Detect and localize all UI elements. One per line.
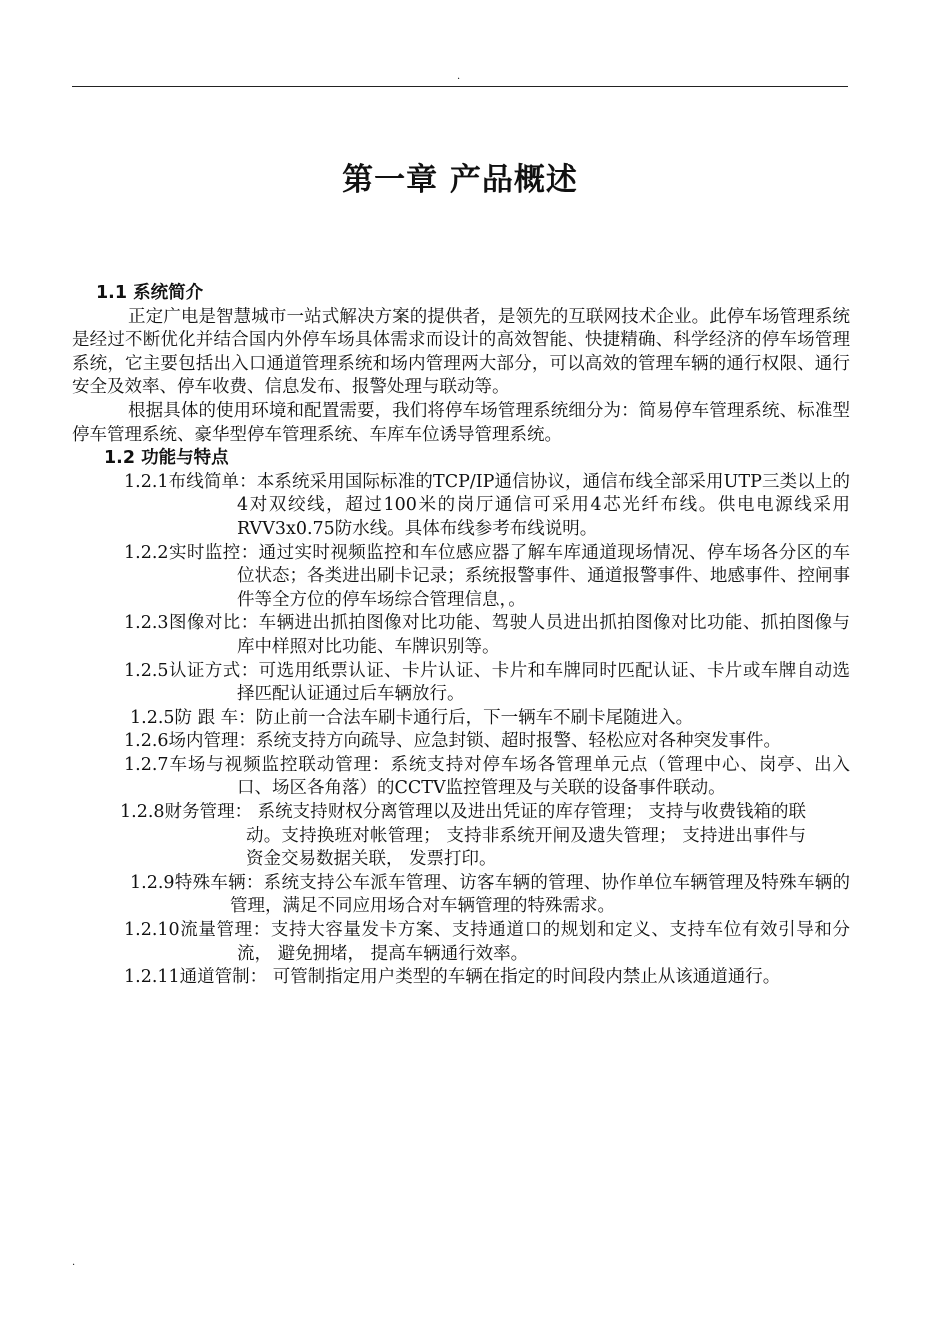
feature-number: 1.2.9 bbox=[130, 872, 175, 893]
feature-text: 车场与视频监控联动管理：系统支持对停车场各管理单元点（管理中心、岗亭、出入口、场区各角落）的CCTV监控管理及与关联的设备事件联动。 bbox=[168, 754, 850, 799]
feature-number: 1.2.3 bbox=[124, 613, 169, 634]
feature-text: 通道管制： 可管制指定用户类型的车辆在指定的时间段内禁止从该通道通行。 bbox=[179, 967, 781, 988]
feature-item bbox=[72, 612, 850, 659]
feature-text: 认证方式：可选用纸票认证、卡片认证、卡片和车牌同时匹配认证、卡片或车牌自动选择匹配认证通过后车辆放行。 bbox=[168, 660, 850, 705]
intro-paragraph: 正定广电是智慧城市一站式解决方案的提供者，是领先的互联网技术企业。此停车场管理系统是经过不断优化并结合国内外停车场具体需求而设计的高效智能、快捷精确、科学经济的停车场管理系统，它主要包括出入口通道管理系统和场内管理两大部分，可以高效的管理车辆的通行权限、通行安全及效率、停车收费、信息发布、报警处理与联动等。 bbox=[72, 306, 850, 398]
feature-item bbox=[72, 966, 850, 990]
feature-item bbox=[72, 801, 850, 872]
footer-mark: . bbox=[72, 1257, 76, 1268]
feature-text: 防 跟 车：防止前一合法车刷卡通行后，下一辆车不刷卡尾随进入。 bbox=[174, 707, 694, 728]
section-heading-1-1: 1.1 系统简介 bbox=[96, 283, 204, 303]
document-body bbox=[72, 282, 850, 990]
feature-text: 财务管理： 系统支持财权分离管理以及进出凭证的库存管理； 支持与收费钱箱的联动。支持换班对帐管理； 支持非系统开闸及遗失管理； 支持进出事件与资金交易数据关联， 发票打印。 bbox=[164, 802, 806, 870]
feature-text: 流量管理：支持大容量发卡方案、支持通道口的规划和定义、支持车位有效引导和分流， 避免拥堵， 提高车辆通行效率。 bbox=[179, 920, 850, 964]
feature-number: 1.2.2 bbox=[124, 542, 169, 563]
feature-item bbox=[72, 471, 850, 542]
feature-item bbox=[72, 919, 850, 966]
feature-item bbox=[72, 707, 850, 731]
feature-number: 1.2.6 bbox=[124, 731, 169, 752]
header-mark: . bbox=[457, 71, 461, 82]
feature-text: 布线简单：本系统采用国际标准的TCP/IP通信协议，通信布线全部采用UTP三类以上的4对双绞线，超过100米的岗厅通信可采用4芯光纤布线。供电电源线采用RVV3x0.75防水线。具体布线参考布线说明。 bbox=[168, 471, 850, 539]
feature-text: 场内管理：系统支持方向疏导、应急封锁、超时报警、轻松应对各种突发事件。 bbox=[168, 731, 782, 752]
feature-text: 图像对比：车辆进出抓拍图像对比功能、驾驶人员进出抓拍图像对比功能、抓拍图像与库中样照对比功能、车牌识别等。 bbox=[168, 613, 850, 657]
feature-item bbox=[72, 872, 850, 919]
feature-item bbox=[72, 542, 850, 613]
feature-number: 1.2.1 bbox=[124, 471, 169, 492]
feature-number: 1.2.11 bbox=[124, 967, 180, 988]
feature-item bbox=[72, 754, 850, 801]
feature-number: 1.2.10 bbox=[124, 920, 180, 941]
feature-number: 1.2.8 bbox=[120, 802, 165, 823]
feature-item bbox=[72, 660, 850, 707]
feature-item bbox=[72, 730, 850, 754]
feature-text: 特殊车辆：系统支持公车派车管理、访客车辆的管理、协作单位车辆管理及特殊车辆的管理，满足不同应用场合对车辆管理的特殊需求。 bbox=[174, 872, 850, 917]
chapter-title: 第一章 产品概述 bbox=[342, 162, 578, 198]
feature-number: 1.2.5 bbox=[124, 660, 169, 681]
subsystem-paragraph: 根据具体的使用环境和配置需要，我们将停车场管理系统细分为：简易停车管理系统、标准型停车管理系统、豪华型停车管理系统、车库车位诱导管理系统。 bbox=[72, 400, 850, 445]
feature-text: 实时监控：通过实时视频监控和车位感应器了解车库通道现场情况、停车场各分区的车位状态；各类进出刷卡记录；系统报警事件、通道报警事件、地感事件、控闸事件等全方位的停车场综合管理信息，。 bbox=[168, 542, 850, 610]
feature-number: 1.2.7 bbox=[124, 754, 169, 775]
header-rule bbox=[72, 86, 848, 87]
feature-number: 1.2.5 bbox=[130, 707, 175, 728]
section-heading-1-2: 1.2 功能与特点 bbox=[104, 448, 229, 469]
